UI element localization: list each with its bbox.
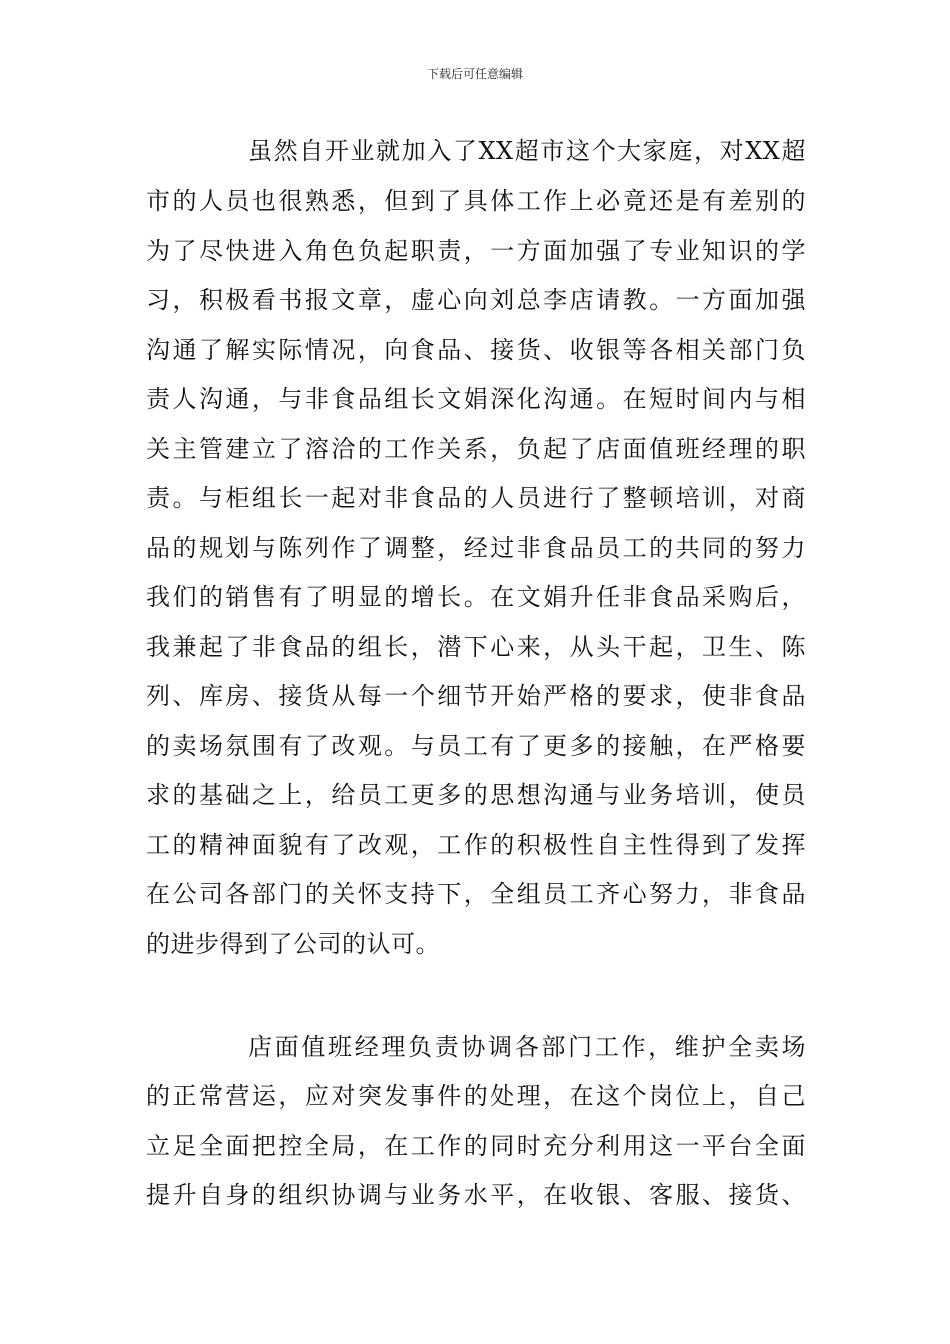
paragraph-line: 工的精神面貌有了改观，工作的积极性自主性得到了发挥 <box>146 831 806 859</box>
paragraph-line: 习，积极看书报文章，虚心向刘总李店请教。一方面加强 <box>146 286 806 314</box>
paragraph-line: 我们的销售有了明显的增长。在文娟升任非食品采购后， <box>146 583 806 611</box>
paragraph-line: 责。与柜组长一起对非食品的人员进行了整顿培训，对商 <box>146 484 806 512</box>
paragraph-line: 的正常营运，应对突发事件的处理，在这个岗位上，自己 <box>146 1082 806 1110</box>
paragraph-line: 提升自身的组织协调与业务水平，在收银、客服、接货、 <box>146 1181 806 1209</box>
paragraph-line: 店面值班经理负责协调各部门工作，维护全卖场 <box>248 1033 806 1061</box>
paragraph-line: 沟通了解实际情况，向食品、接货、收银等各相关部门负 <box>146 336 806 364</box>
paragraph-line: 市的人员也很熟悉，但到了具体工作上必竟还是有差别的 <box>146 187 806 215</box>
paragraph-line: 的进步得到了公司的认可。 <box>146 930 440 958</box>
paragraph-line: 关主管建立了溶洽的工作关系，负起了店面值班经理的职 <box>146 435 806 463</box>
paragraph-line: 求的基础之上，给员工更多的思想沟通与业务培训，使员 <box>146 781 806 809</box>
paragraph-line: 立足全面把控全局，在工作的同时充分利用这一平台全面 <box>146 1132 806 1160</box>
paragraph-line: 在公司各部门的关怀支持下，全组员工齐心努力，非食品 <box>146 880 806 908</box>
paragraph-line: 列、库房、接货从每一个细节开始严格的要求，使非食品 <box>146 682 806 710</box>
paragraph-line: 的卖场氛围有了改观。与员工有了更多的接触，在严格要 <box>146 732 806 760</box>
paragraph-line: 虽然自开业就加入了XX超市这个大家庭，对XX超 <box>248 137 806 165</box>
paragraph-line: 责人沟通，与非食品组长文娟深化沟通。在短时间内与相 <box>146 385 806 413</box>
paragraph-line: 品的规划与陈列作了调整，经过非食品员工的共同的努力 <box>146 534 806 562</box>
paragraph-line: 我兼起了非食品的组长，潜下心来，从头干起，卫生、陈 <box>146 633 806 661</box>
header-note: 下载后可任意编辑 <box>426 67 523 81</box>
paragraph-line: 为了尽快进入角色负起职责，一方面加强了专业知识的学 <box>146 237 806 265</box>
